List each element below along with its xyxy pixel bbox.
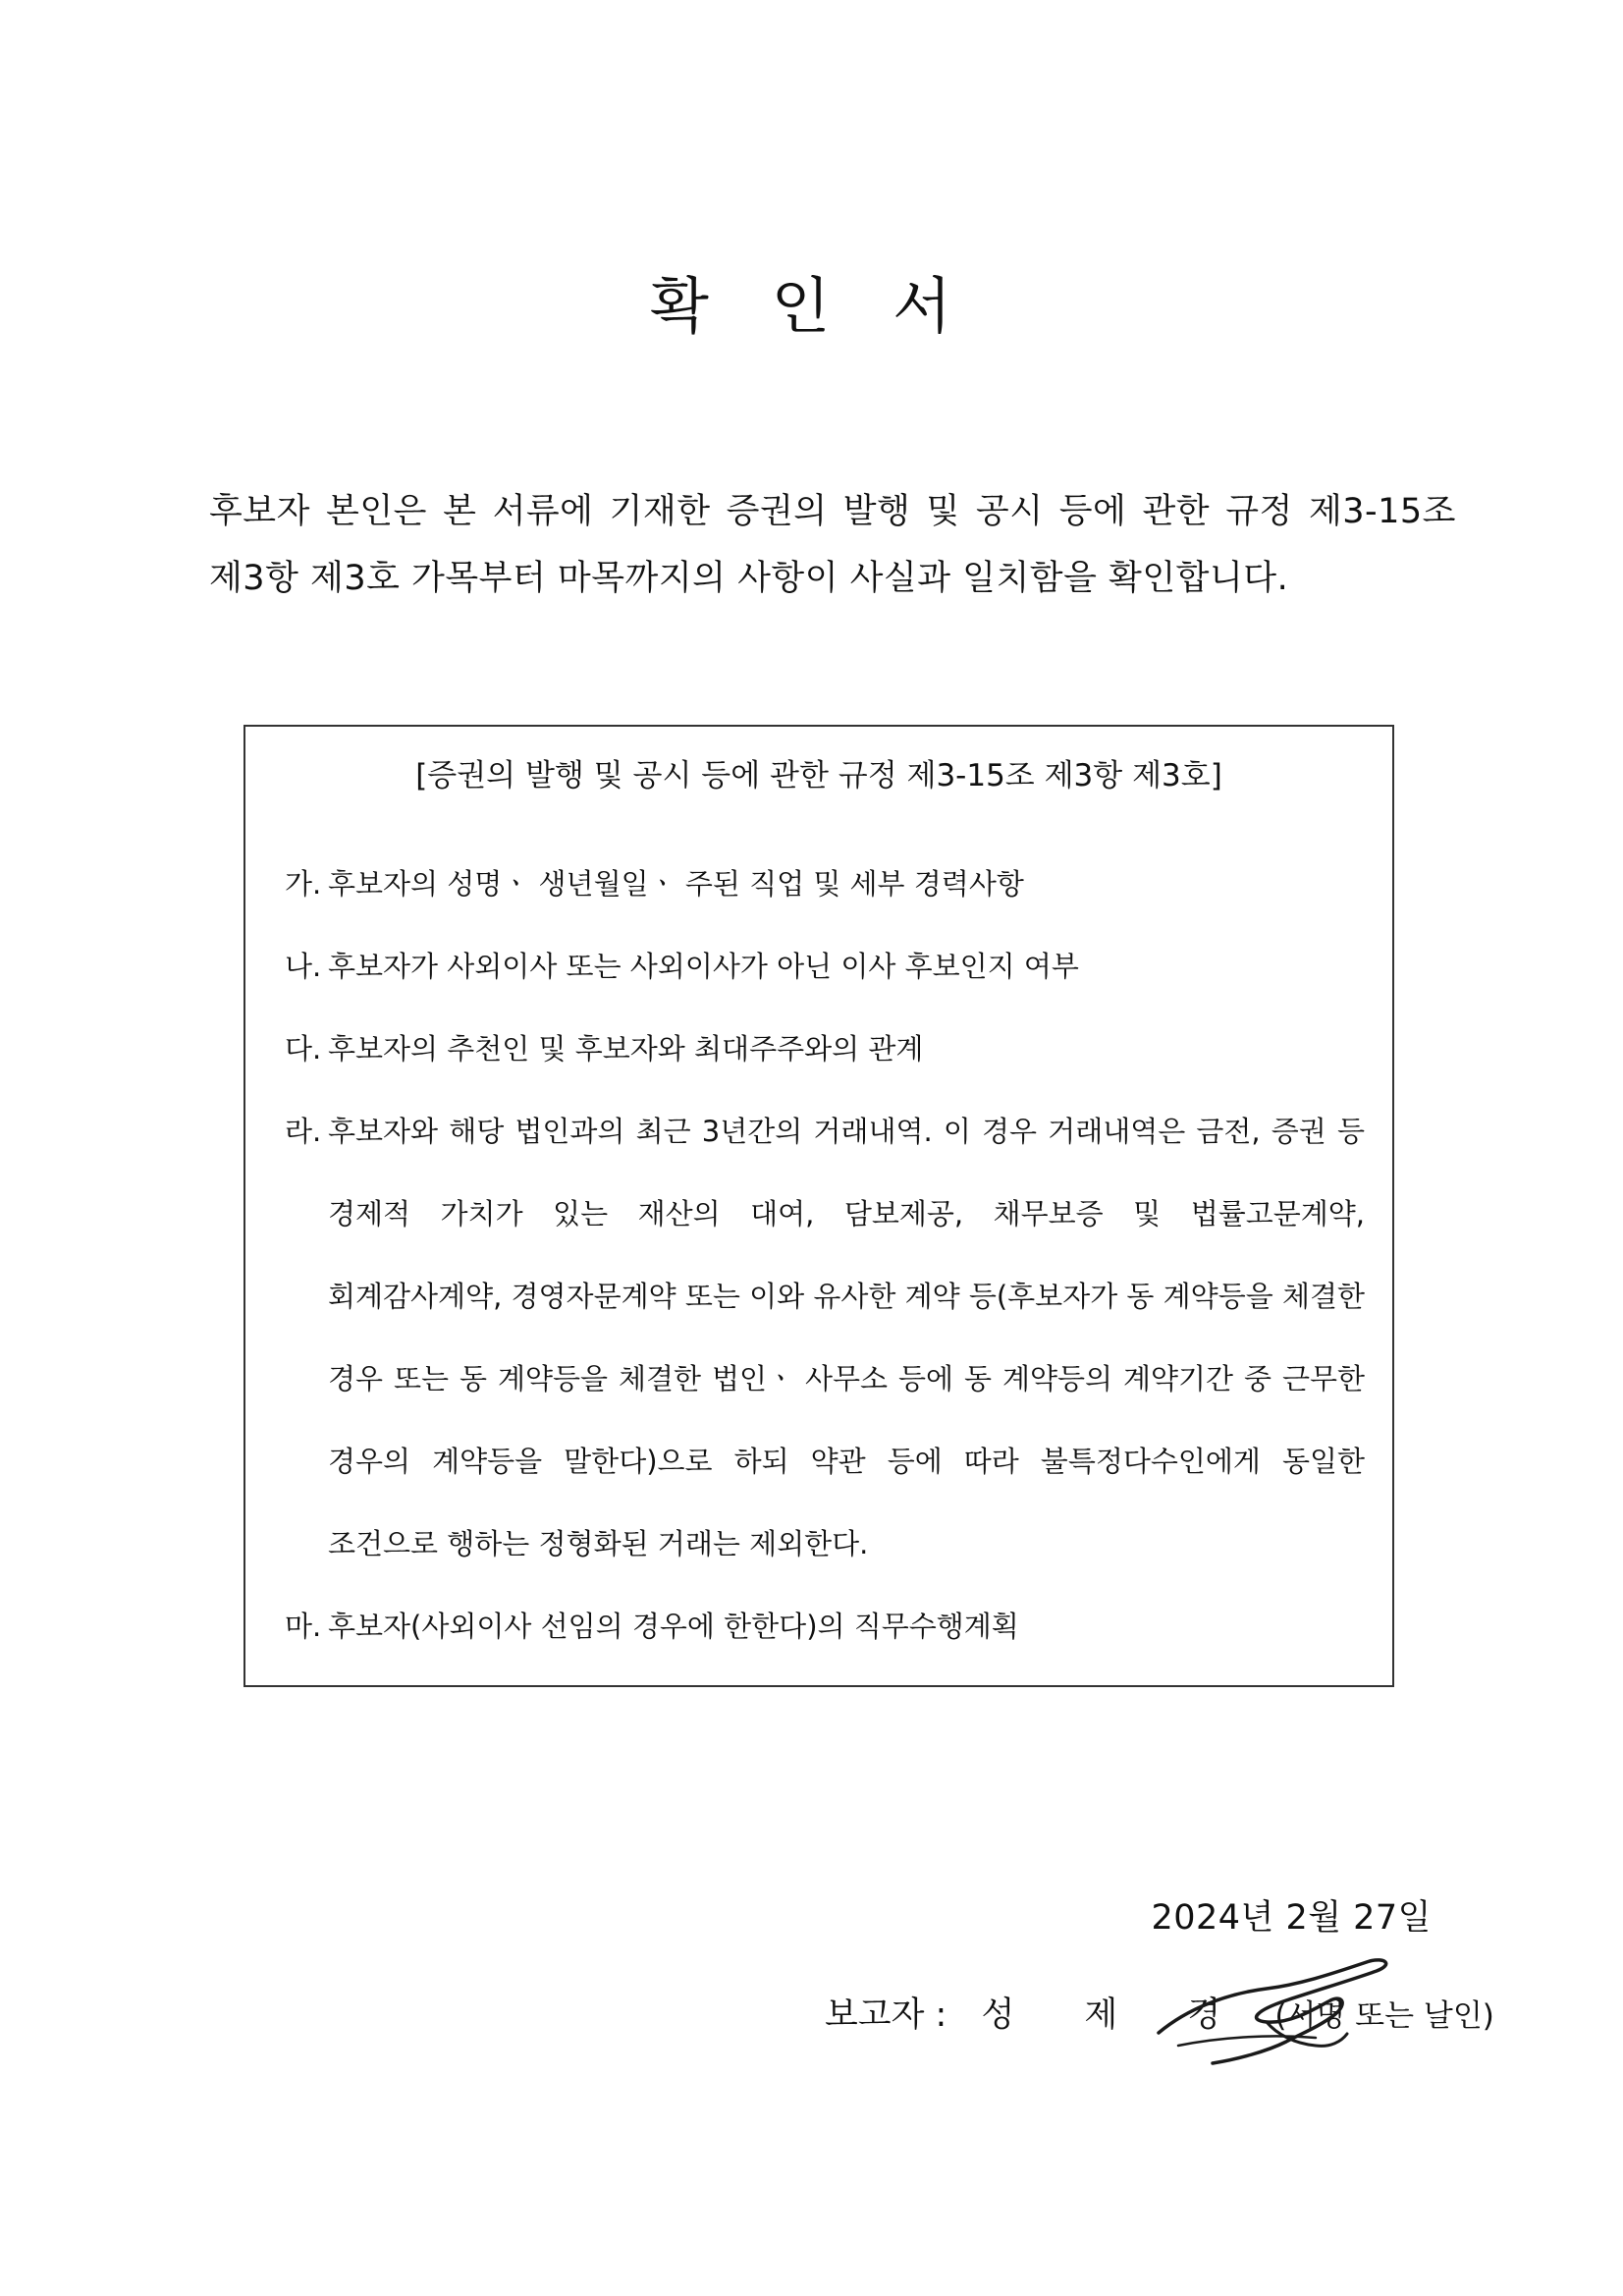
item-text: 후보자가 사외이사 또는 사외이사가 아닌 이사 후보인지 여부 — [328, 950, 1079, 983]
regulation-item-ma — [285, 1585, 1365, 1667]
document-title: 확 인 서 — [649, 270, 974, 342]
item-text: 후보자(사외이사 선임의 경우에 한한다)의 직무수행계획 — [328, 1610, 1019, 1643]
item-marker: 다. — [285, 1032, 322, 1066]
regulation-item-da — [285, 1008, 1365, 1090]
document-date: 2024년 2월 27일 — [1151, 1898, 1432, 1938]
reporter-label: 보고자 : — [825, 1995, 947, 2035]
item-marker: 마. — [285, 1610, 322, 1643]
handwritten-signature — [1119, 1940, 1434, 2077]
regulation-heading: [증권의 발행 및 공시 등에 관한 규정 제3-15조 제3항 제3호] — [415, 758, 1222, 793]
signature-note: (서명 또는 날인) — [1274, 1998, 1494, 2034]
item-marker: 가. — [285, 867, 322, 901]
regulation-item-ga — [285, 843, 1365, 925]
regulation-item-ra — [285, 1090, 1365, 1585]
intro-paragraph: 후보자 본인은 본 서류에 기재한 증권의 발행 및 공시 등에 관한 규정 제3-15조 제3항 제3호 가목부터 마목까지의 사항이 사실과 일치함을 확인합니다. — [209, 492, 1456, 598]
item-text: 후보자의 추천인 및 후보자와 최대주주와의 관계 — [328, 1032, 924, 1066]
reporter-name: 성 제 경 — [981, 1995, 1251, 2035]
regulation-box — [243, 725, 1394, 1687]
item-text: 후보자와 해당 법인과의 최근 3년간의 거래내역. 이 경우 거래내역은 금전, 증권 등 경제적 가치가 있는 재산의 대여, 담보제공, 채무보증 및 법률고문계약, 회계감사계약, 경영자문계약 또는 이와 유사한 계약 등(후보자가 동 계약등을 체결한 경우 또는 동 계약등을 체결한 법인ㆍ 사무소 등에 동 계약등의 계약기간 중 근무한 경우의 계약등을 말한다)으로 하되 약관 등에 따라 불특정다수인에게 동일한 조건으로 행하는 정형화된 거래는 제외한다. — [328, 1115, 1365, 1560]
item-marker: 나. — [285, 950, 322, 983]
item-text: 후보자의 성명ㆍ 생년월일ㆍ 주된 직업 및 세부 경력사항 — [328, 867, 1024, 901]
item-marker: 라. — [285, 1115, 322, 1148]
regulation-item-na — [285, 925, 1365, 1008]
regulation-items — [285, 843, 1365, 1667]
